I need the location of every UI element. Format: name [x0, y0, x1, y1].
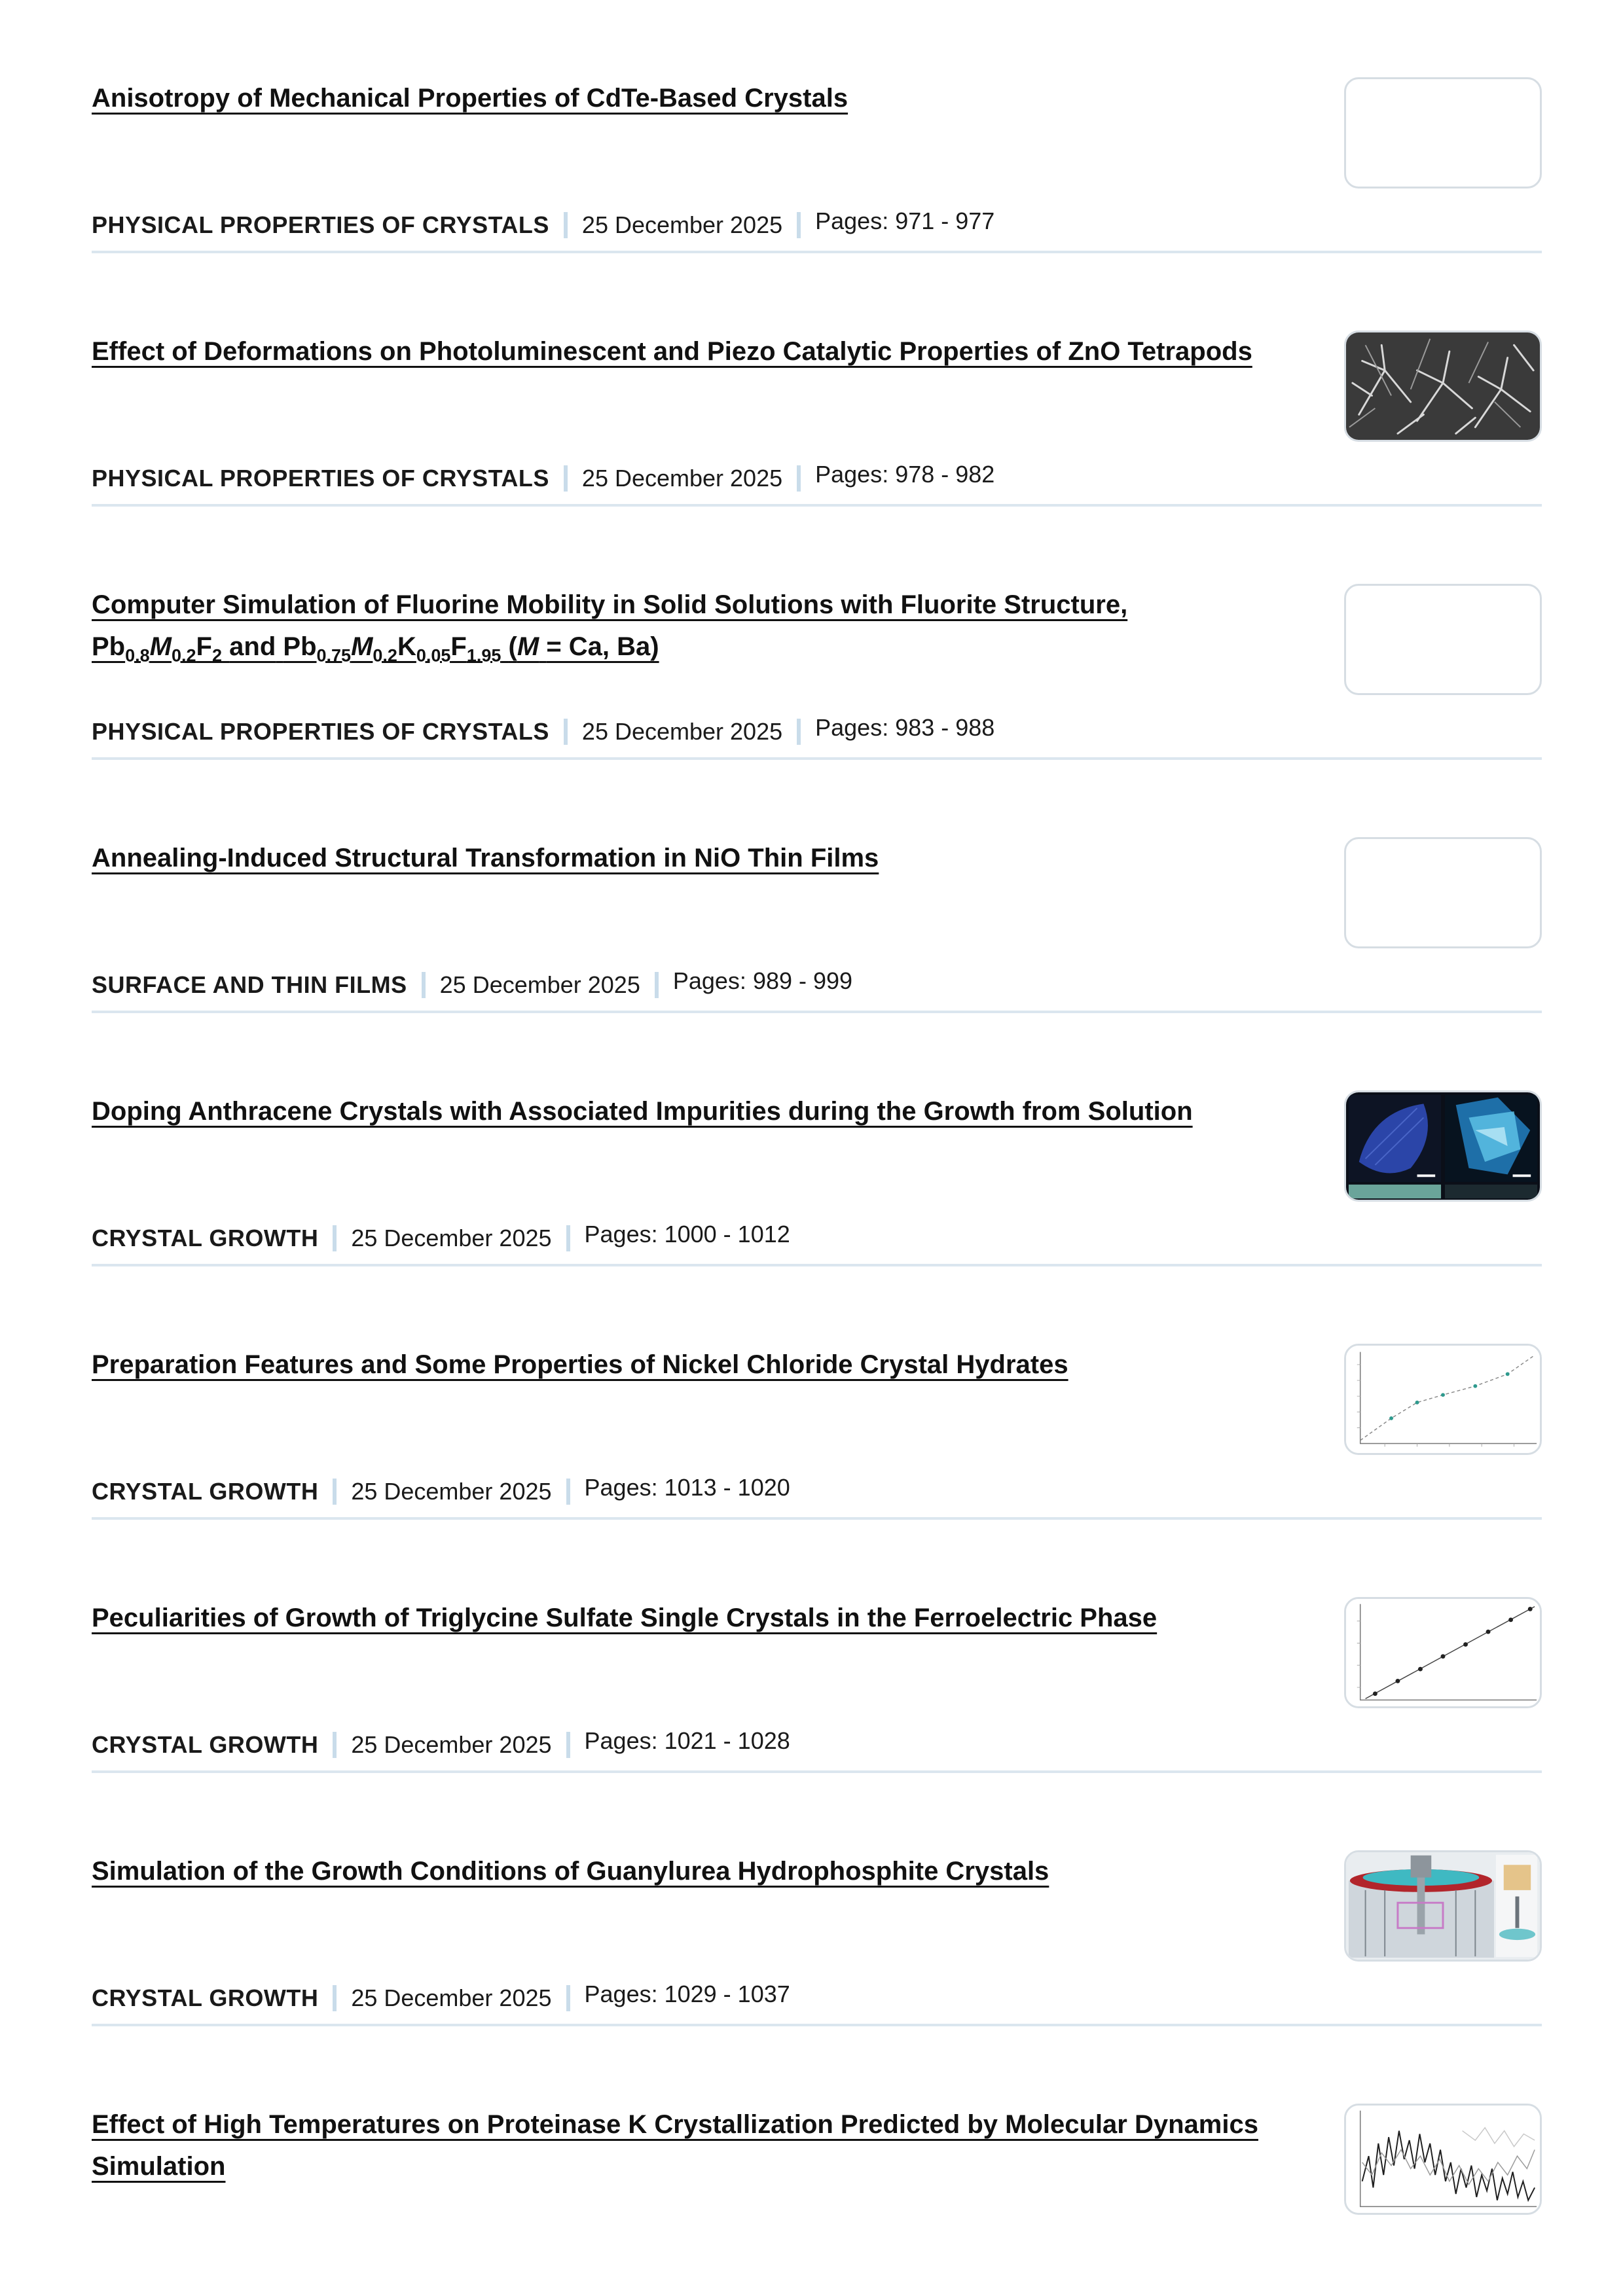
article-thumbnail-blank[interactable]: [1344, 584, 1542, 695]
article-title: [92, 1344, 1322, 1386]
meta-separator: [333, 1985, 337, 2011]
article-date: 25 December 2025: [351, 1225, 552, 1251]
article-item: [92, 1520, 1542, 1773]
article-title-link[interactable]: Doping Anthracene Crystals with Associated Impurities during the Growth from Solution: [92, 1097, 1193, 1126]
article-title-link[interactable]: Effect of High Temperatures on Proteinase K Crystallization Predicted by Molecular Dynamics Simulation: [92, 2110, 1258, 2181]
line-plot-image: [1346, 1346, 1540, 1453]
formula-and: and: [229, 632, 276, 661]
formula-rest: = Ca, Ba): [546, 632, 659, 661]
sem-micrograph-image: [1346, 332, 1540, 440]
meta-separator: [566, 1985, 570, 2011]
formula-pb: Pb: [92, 632, 126, 661]
linear-plot-image: [1346, 1599, 1540, 1706]
article-thumbnail-line-plot[interactable]: [1344, 1344, 1542, 1455]
formula-f: F: [450, 632, 467, 661]
article-meta: [92, 461, 995, 493]
subscript: 0.8: [125, 645, 150, 666]
article-title-link[interactable]: Peculiarities of Growth of Triglycine Sulfate Single Crystals in the Ferroelectric Phase: [92, 1604, 1158, 1632]
article-meta: [92, 714, 995, 746]
article-title-link[interactable]: Preparation Features and Some Properties of Nickel Chloride Crystal Hydrates: [92, 1350, 1068, 1379]
article-title-link[interactable]: [92, 590, 1128, 666]
title-line-1: Computer Simulation of Fluorine Mobility in Solid Solutions with Fluorite Structure,: [92, 590, 1128, 619]
meta-separator: [333, 1732, 337, 1758]
article-pages: Pages: 983 - 988: [815, 714, 995, 741]
article-section: PHYSICAL PROPERTIES OF CRYSTALS: [92, 718, 549, 745]
meta-separator: [564, 719, 568, 745]
article-item: [92, 1773, 1542, 2026]
meta-separator: [566, 1225, 570, 1251]
article-item: [92, 253, 1542, 507]
article-section: CRYSTAL GROWTH: [92, 1984, 319, 2011]
subscript: 2: [211, 645, 223, 666]
article-thumbnail-blank[interactable]: [1344, 77, 1542, 188]
article-title: [92, 1850, 1322, 1892]
formula-m: M: [149, 632, 172, 661]
article-pages: Pages: 1021 - 1028: [584, 1727, 790, 1754]
article-title: [92, 1090, 1322, 1132]
article-pages: Pages: 1029 - 1037: [584, 1981, 790, 2007]
subscript: 1.95: [466, 645, 501, 666]
article-thumbnail-linear-plot[interactable]: [1344, 1597, 1542, 1708]
article-section: CRYSTAL GROWTH: [92, 1225, 319, 1251]
article-item: [92, 760, 1542, 1013]
article-meta: [92, 1981, 790, 2013]
article-pages: Pages: 1013 - 1020: [584, 1474, 790, 1501]
meta-separator: [566, 1732, 570, 1758]
formula-k: K: [397, 632, 416, 661]
crystal-micrograph-image: [1346, 1092, 1540, 1200]
article-thumbnail-blue-crystal-micrographs[interactable]: [1344, 1090, 1542, 1202]
article-title: [92, 2104, 1322, 2187]
subscript: 0.2: [373, 645, 397, 666]
meta-separator: [797, 465, 801, 492]
article-date: 25 December 2025: [351, 1478, 552, 1505]
article-date: 25 December 2025: [581, 718, 783, 745]
article-title: [92, 77, 1322, 119]
article-title-link[interactable]: Anisotropy of Mechanical Properties of CdTe-Based Crystals: [92, 84, 848, 113]
article-pages: Pages: 971 - 977: [815, 207, 995, 234]
article-item: [92, 2026, 1542, 2280]
article-item: [92, 507, 1542, 760]
article-pages: Pages: 1000 - 1012: [584, 1221, 790, 1247]
formula-f: F: [196, 632, 212, 661]
apparatus-render-image: [1346, 1852, 1540, 1960]
article-title: [92, 331, 1322, 372]
article-pages: Pages: 978 - 982: [815, 461, 995, 488]
article-thumbnail-sem-micrograph[interactable]: [1344, 331, 1542, 442]
article-thumbnail-blank[interactable]: [1344, 837, 1542, 948]
meta-separator: [333, 1479, 337, 1505]
meta-separator: [655, 972, 659, 998]
meta-separator: [333, 1225, 337, 1251]
meta-separator: [797, 719, 801, 745]
article-section: PHYSICAL PROPERTIES OF CRYSTALS: [92, 211, 549, 238]
article-title-link[interactable]: Simulation of the Growth Conditions of Guanylurea Hydrophosphite Crystals: [92, 1857, 1049, 1886]
article-meta: [92, 967, 853, 999]
article-meta: [92, 1474, 790, 1506]
article-pages: Pages: 989 - 999: [672, 967, 853, 994]
article-title: [92, 837, 1322, 879]
subscript: 0.75: [316, 645, 352, 666]
article-title-link[interactable]: Effect of Deformations on Photoluminescent and Piezo Catalytic Properties of ZnO Tetrapods: [92, 337, 1252, 366]
meta-separator: [564, 212, 568, 238]
article-title: [92, 584, 1322, 668]
md-trace-plot-image: [1346, 2106, 1540, 2213]
article-section: CRYSTAL GROWTH: [92, 1731, 319, 1758]
article-date: 25 December 2025: [351, 1984, 552, 2011]
article-meta: [92, 207, 995, 240]
article-item: [92, 1266, 1542, 1520]
article-item: [92, 1013, 1542, 1266]
article-meta: [92, 1221, 790, 1253]
meta-separator: [564, 465, 568, 492]
article-date: 25 December 2025: [581, 465, 783, 492]
article-item: [92, 0, 1542, 253]
article-thumbnail-md-trace-plot[interactable]: [1344, 2104, 1542, 2215]
article-date: 25 December 2025: [351, 1731, 552, 1758]
article-meta: [92, 1727, 790, 1759]
formula-m: M: [351, 632, 373, 661]
formula-m: M: [517, 632, 539, 661]
subscript: 0.2: [172, 645, 196, 666]
article-section: CRYSTAL GROWTH: [92, 1478, 319, 1505]
formula-pb: Pb: [283, 632, 317, 661]
article-section: PHYSICAL PROPERTIES OF CRYSTALS: [92, 465, 549, 492]
article-title: [92, 1597, 1322, 1639]
meta-separator: [422, 972, 426, 998]
subscript: 0.05: [416, 645, 451, 666]
formula-paren: (: [508, 632, 517, 661]
article-title-link[interactable]: Annealing-Induced Structural Transformation in NiO Thin Films: [92, 844, 879, 872]
meta-separator: [797, 212, 801, 238]
article-list: [92, 0, 1542, 2280]
meta-separator: [566, 1479, 570, 1505]
article-date: 25 December 2025: [439, 971, 640, 998]
article-section: SURFACE AND THIN FILMS: [92, 971, 407, 998]
article-thumbnail-apparatus-render[interactable]: [1344, 1850, 1542, 1962]
article-date: 25 December 2025: [581, 211, 783, 238]
